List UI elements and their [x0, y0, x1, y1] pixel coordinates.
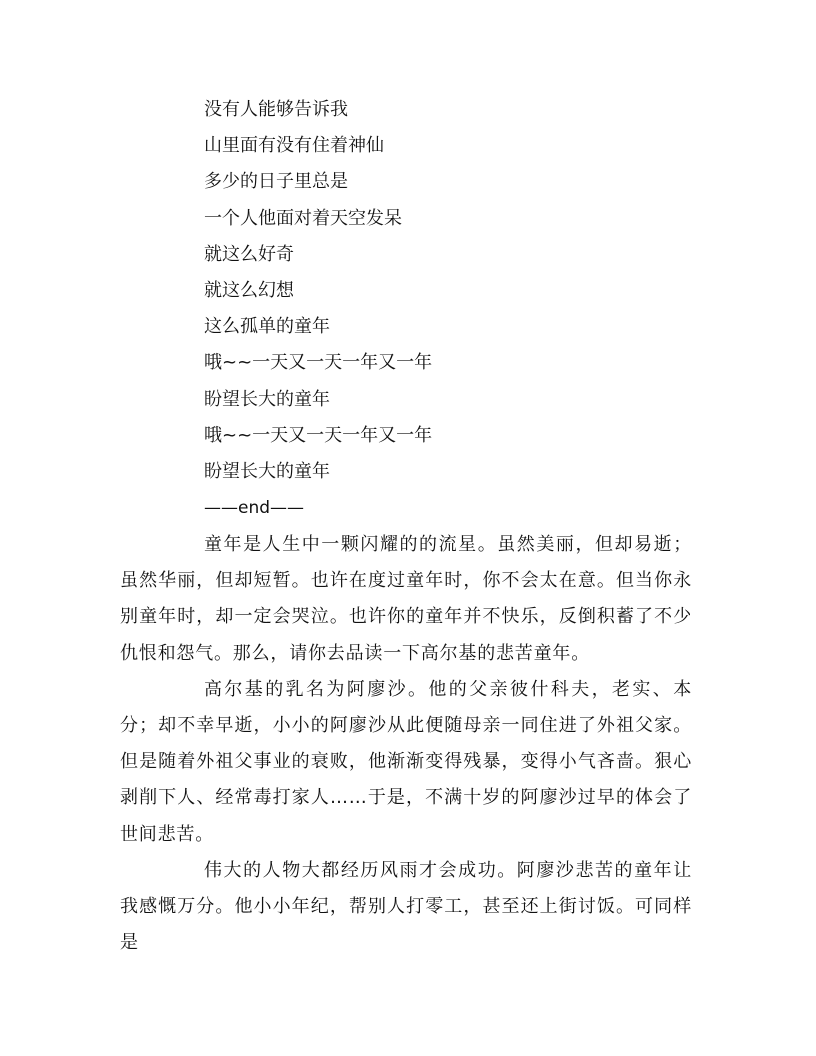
lyric-line: 盼望长大的童年: [204, 460, 330, 482]
lyric-line: 就这么幻想: [204, 279, 294, 301]
lyric-line: 哦~~一天又一天一年又一年: [204, 424, 433, 446]
lyric-line: 多少的日子里总是: [204, 171, 348, 193]
lyric-line: 就这么好奇: [204, 243, 294, 265]
lyric-line: 山里面有没有住着神仙: [204, 135, 384, 157]
paragraph-childhood-meteor: 童年是人生中一颗闪耀的的流星。虽然美丽，但却易逝；虽然华丽，但却短暂。也许在度过童年时，你不会太在意。但当你永别童年时，却一定会哭泣。也许你的童年并不快乐，反倒积蓄了不少仇恨和怨气。那么，请你去品读一下高尔基的悲苦童年。: [120, 534, 692, 664]
end-mark: ——end——: [204, 498, 305, 519]
song-lyrics: [204, 92, 724, 526]
lyric-line: 一个人他面对着天空发呆: [204, 207, 402, 229]
lyric-line: 盼望长大的童年: [204, 388, 330, 410]
essay-body: [120, 527, 692, 961]
paragraph-great-people: 伟大的人物大都经历风雨才会成功。阿廖沙悲苦的童年让我感慨万分。他小小年纪，帮别人打零工，甚至还上街讨饭。可同样是: [120, 859, 692, 954]
lyric-line: 哦~~一天又一天一年又一年: [204, 352, 433, 374]
lyric-line: 这么孤单的童年: [204, 316, 330, 338]
paragraph-gorky-background: 高尔基的乳名为阿廖沙。他的父亲彼什科夫，老实、本分；却不幸早逝，小小的阿廖沙从此便随母亲一同住进了外祖父家。但是随着外祖父事业的衰败，他渐渐变得残暴，变得小气吝啬。狠心剥削下人、经常毒打家人……于是，不满十岁的阿廖沙过早的体会了世间悲苦。: [120, 678, 692, 845]
lyric-line: 没有人能够告诉我: [204, 99, 348, 120]
